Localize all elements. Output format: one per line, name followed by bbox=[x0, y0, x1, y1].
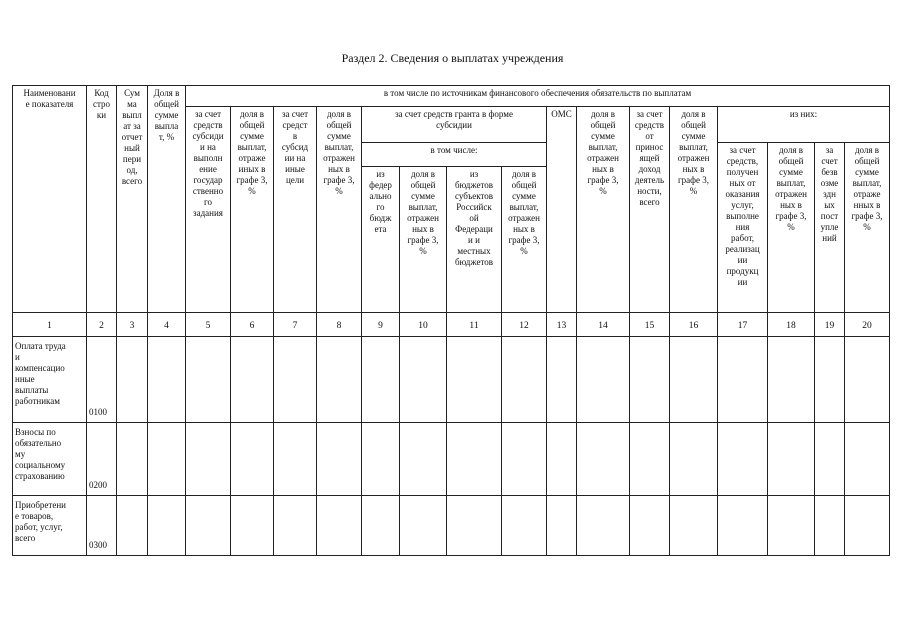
column-number: 3 bbox=[117, 313, 148, 337]
header-row-code: Код стро ки bbox=[87, 86, 117, 313]
value-cell[interactable] bbox=[400, 337, 447, 423]
value-cell[interactable] bbox=[274, 423, 317, 496]
header-grant-including: в том числе: bbox=[362, 143, 547, 167]
column-number: 4 bbox=[148, 313, 186, 337]
column-number: 14 bbox=[577, 313, 630, 337]
value-cell[interactable] bbox=[547, 496, 577, 556]
value-cell[interactable] bbox=[117, 337, 148, 423]
column-number: 12 bbox=[502, 313, 547, 337]
table-row bbox=[13, 496, 890, 556]
value-cell[interactable] bbox=[117, 423, 148, 496]
value-cell[interactable] bbox=[274, 337, 317, 423]
value-cell[interactable] bbox=[148, 337, 186, 423]
value-cell[interactable] bbox=[547, 423, 577, 496]
header-of-them: из них: bbox=[718, 107, 890, 143]
row-code: 0100 bbox=[87, 337, 117, 423]
column-number: 2 bbox=[87, 313, 117, 337]
column-number: 18 bbox=[768, 313, 815, 337]
header-col-11: из бюджетов субъектов Российск ой Федераци и и местных бюджетов bbox=[447, 167, 502, 313]
column-number: 11 bbox=[447, 313, 502, 337]
value-cell[interactable] bbox=[670, 496, 718, 556]
column-number: 20 bbox=[845, 313, 890, 337]
payments-table bbox=[12, 85, 890, 556]
value-cell[interactable] bbox=[362, 423, 400, 496]
value-cell[interactable] bbox=[577, 496, 630, 556]
value-cell[interactable] bbox=[317, 496, 362, 556]
value-cell[interactable] bbox=[148, 423, 186, 496]
table-row bbox=[13, 423, 890, 496]
value-cell[interactable] bbox=[274, 496, 317, 556]
value-cell[interactable] bbox=[718, 423, 768, 496]
column-number: 6 bbox=[231, 313, 274, 337]
value-cell[interactable] bbox=[148, 496, 186, 556]
value-cell[interactable] bbox=[362, 496, 400, 556]
value-cell[interactable] bbox=[362, 337, 400, 423]
value-cell[interactable] bbox=[231, 423, 274, 496]
header-grant: за счет средств гранта в форме субсидии bbox=[362, 107, 547, 143]
value-cell[interactable] bbox=[845, 496, 890, 556]
value-cell[interactable] bbox=[117, 496, 148, 556]
value-cell[interactable] bbox=[447, 337, 502, 423]
table-row bbox=[13, 337, 890, 423]
column-number: 17 bbox=[718, 313, 768, 337]
value-cell[interactable] bbox=[718, 496, 768, 556]
value-cell[interactable] bbox=[577, 337, 630, 423]
column-number-row bbox=[13, 313, 890, 337]
column-number: 15 bbox=[630, 313, 670, 337]
header-col-14: доля в общей сумме выплат, отражен ных в графе 3, % bbox=[577, 107, 630, 313]
row-name: Взносы по обязательно му социальному страхованию bbox=[13, 423, 87, 496]
value-cell[interactable] bbox=[502, 423, 547, 496]
value-cell[interactable] bbox=[768, 423, 815, 496]
column-number: 10 bbox=[400, 313, 447, 337]
value-cell[interactable] bbox=[630, 337, 670, 423]
header-col-19: за счет безв озме здн ых пост упле ний bbox=[815, 143, 845, 313]
value-cell[interactable] bbox=[815, 337, 845, 423]
value-cell[interactable] bbox=[768, 337, 815, 423]
column-number: 19 bbox=[815, 313, 845, 337]
value-cell[interactable] bbox=[447, 496, 502, 556]
value-cell[interactable] bbox=[502, 337, 547, 423]
value-cell[interactable] bbox=[845, 423, 890, 496]
row-name: Оплата труда и компенсацио нные выплаты работникам bbox=[13, 337, 87, 423]
header-col-15: за счет средств от принос ящей доход деятель ности, всего bbox=[630, 107, 670, 313]
value-cell[interactable] bbox=[447, 423, 502, 496]
value-cell[interactable] bbox=[815, 423, 845, 496]
value-cell[interactable] bbox=[577, 423, 630, 496]
header-col-6: доля в общей сумме выплат, отраже иных в графе 3, % bbox=[231, 107, 274, 313]
value-cell[interactable] bbox=[400, 496, 447, 556]
header-col-18: доля в общей сумме выплат, отражен ных в графе 3, % bbox=[768, 143, 815, 313]
column-number: 13 bbox=[547, 313, 577, 337]
value-cell[interactable] bbox=[231, 496, 274, 556]
column-number: 7 bbox=[274, 313, 317, 337]
row-code: 0300 bbox=[87, 496, 117, 556]
row-code: 0200 bbox=[87, 423, 117, 496]
value-cell[interactable] bbox=[630, 496, 670, 556]
value-cell[interactable] bbox=[186, 423, 231, 496]
header-col-12: доля в общей сумме выплат, отражен ных в графе 3, % bbox=[502, 167, 547, 313]
value-cell[interactable] bbox=[400, 423, 447, 496]
header-col-8: доля в общей сумме выплат, отражен ных в графе 3, % bbox=[317, 107, 362, 313]
value-cell[interactable] bbox=[231, 337, 274, 423]
column-number: 16 bbox=[670, 313, 718, 337]
value-cell[interactable] bbox=[186, 337, 231, 423]
header-col-17: за счет средств, получен ных от оказания услуг, выполне ния работ, реализац ии продукц ии bbox=[718, 143, 768, 313]
value-cell[interactable] bbox=[317, 423, 362, 496]
header-col-5: за счет средств субсиди и на выполн ение государ ственно го задания bbox=[186, 107, 231, 313]
value-cell[interactable] bbox=[186, 496, 231, 556]
value-cell[interactable] bbox=[547, 337, 577, 423]
header-col-13: ОМС bbox=[547, 107, 577, 313]
value-cell[interactable] bbox=[670, 337, 718, 423]
header-indicator-name: Наименовани е показателя bbox=[13, 86, 87, 313]
header-funding-sources: в том числе по источникам финансового обеспечения обязательств по выплатам bbox=[186, 86, 890, 107]
value-cell[interactable] bbox=[317, 337, 362, 423]
value-cell[interactable] bbox=[502, 496, 547, 556]
value-cell[interactable] bbox=[670, 423, 718, 496]
header-col-16: доля в общей сумме выплат, отражен ных в графе 3, % bbox=[670, 107, 718, 313]
header-col-9: из федер ально го бюдж ета bbox=[362, 167, 400, 313]
value-cell[interactable] bbox=[815, 496, 845, 556]
column-number: 5 bbox=[186, 313, 231, 337]
section-title: Раздел 2. Сведения о выплатах учреждения bbox=[341, 51, 564, 65]
row-name: Приобретени е товаров, работ, услуг, всего bbox=[13, 496, 87, 556]
value-cell[interactable] bbox=[768, 496, 815, 556]
column-number: 1 bbox=[13, 313, 87, 337]
value-cell[interactable] bbox=[845, 337, 890, 423]
value-cell[interactable] bbox=[718, 337, 768, 423]
header-col-7: за счет средст в субсид ии на иные цели bbox=[274, 107, 317, 313]
value-cell[interactable] bbox=[630, 423, 670, 496]
column-number: 8 bbox=[317, 313, 362, 337]
column-number: 9 bbox=[362, 313, 400, 337]
header-total-amount: Сум ма выпл ат за отчет ный пери од, всего bbox=[117, 86, 148, 313]
header-share-total: Доля в общей сумме выпла т, % bbox=[148, 86, 186, 313]
header-col-20: доля в общей сумме выплат, отраже нных в графе 3, % bbox=[845, 143, 890, 313]
header-col-10: доля в общей сумме выплат, отражен ных в графе 3, % bbox=[400, 167, 447, 313]
